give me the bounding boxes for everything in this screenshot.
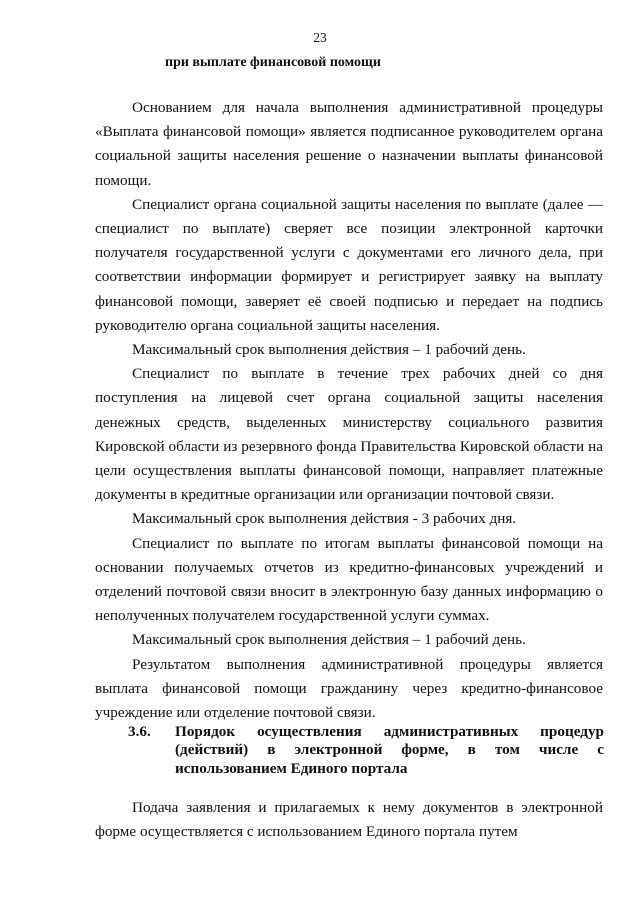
page-number: 23 (313, 30, 327, 45)
body-text (95, 96, 603, 725)
paragraph: Максимальный срок выполнения действия – 1 рабочий день. (132, 631, 526, 649)
paragraph: Максимальный срок выполнения действия – 1 рабочий день. (132, 341, 526, 359)
body-text-tail (95, 796, 603, 844)
paragraph: Основанием для начала выполнения административной процедуры «Выплата финансовой помощи» является подписанное руководителем органа социальной защиты населения решение о назначении выплаты финансовой помощи. (95, 99, 603, 189)
paragraph: Результатом выполнения административной процедуры является выплата финансовой помощи гражданину через кредитно-финансовое учреждение или отделение почтовой связи. (95, 655, 603, 722)
paragraph: Специалист по выплате в течение трех рабочих дней со дня поступления на лицевой счет органа социальной защиты населения денежных средств, выделенных министерству социального развития Кировской области из резервного фонда Правительства Кировской области на цели осуществления выплаты финансовой помощи, направляет платежные документы в кредитные организации или организации почтовой связи. (95, 365, 603, 504)
section-heading (128, 723, 604, 778)
section-title: Порядок осуществления административных процедур (действий) в электронной форме, в том числе с использованием Единого портала (175, 723, 604, 777)
paragraph: Максимальный срок выполнения действия - 3 рабочих дня. (132, 510, 517, 528)
subsection-heading: при выплате финансовой помощи (165, 55, 381, 70)
section-number: 3.6. (128, 723, 151, 740)
paragraph: Специалист органа социальной защиты населения по выплате (далее — специалист по выплате) сверяет все позиции электронной карточки получателя государственной услуги с документами его личного дела, при соответствии информации формирует и регистрирует заявку на выплату финансовой помощи, заверяет её своей подписью и передает на подпись руководителю органа социальной защиты населения. (95, 195, 603, 334)
paragraph: Специалист по выплате по итогам выплаты финансовой помощи на основании получаемых отчетов из кредитно-финансовых учреждений и отделений почтовой связи вносит в электронную базу данных информацию о неполученных получателем государственной услуги суммах. (95, 534, 603, 625)
paragraph: Подача заявления и прилагаемых к нему документов в электронной форме осуществляется с использованием Единого портала путем (95, 799, 603, 841)
